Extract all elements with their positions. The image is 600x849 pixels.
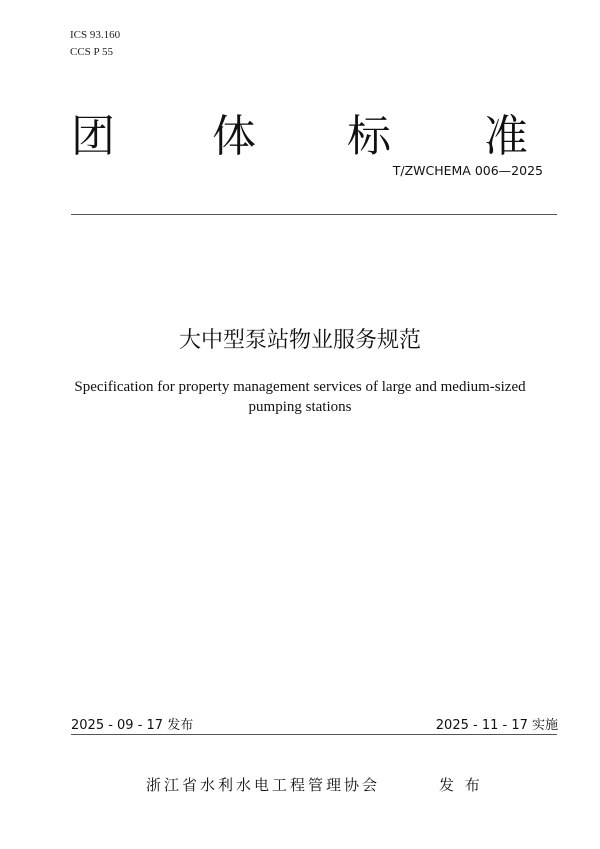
title-chinese: 大中型泵站物业服务规范 [178,328,421,353]
implementation-date: 2025 - 11 - 17 实施 [435,718,558,733]
publish-label: 发 布 [439,776,483,794]
publisher-name: 浙江省水利水电工程管理协会 [146,776,381,794]
footer-divider [71,734,557,735]
title-english: Specification for property management services of large and medium-sized pumping stations [74,379,526,415]
ics-code: ICS 93.160 [70,29,121,41]
heading-char-1: 团 [71,111,115,162]
standard-code: T/ZWCHEMA 006—2025 [392,163,543,178]
issue-date: 2025 - 09 - 17 发布 [71,718,194,733]
header-divider [71,214,557,215]
ccs-code: CCS P 55 [70,46,114,58]
heading-char-4: 准 [484,111,528,162]
heading-char-2: 体 [212,111,256,162]
heading-char-3: 标 [347,111,391,162]
